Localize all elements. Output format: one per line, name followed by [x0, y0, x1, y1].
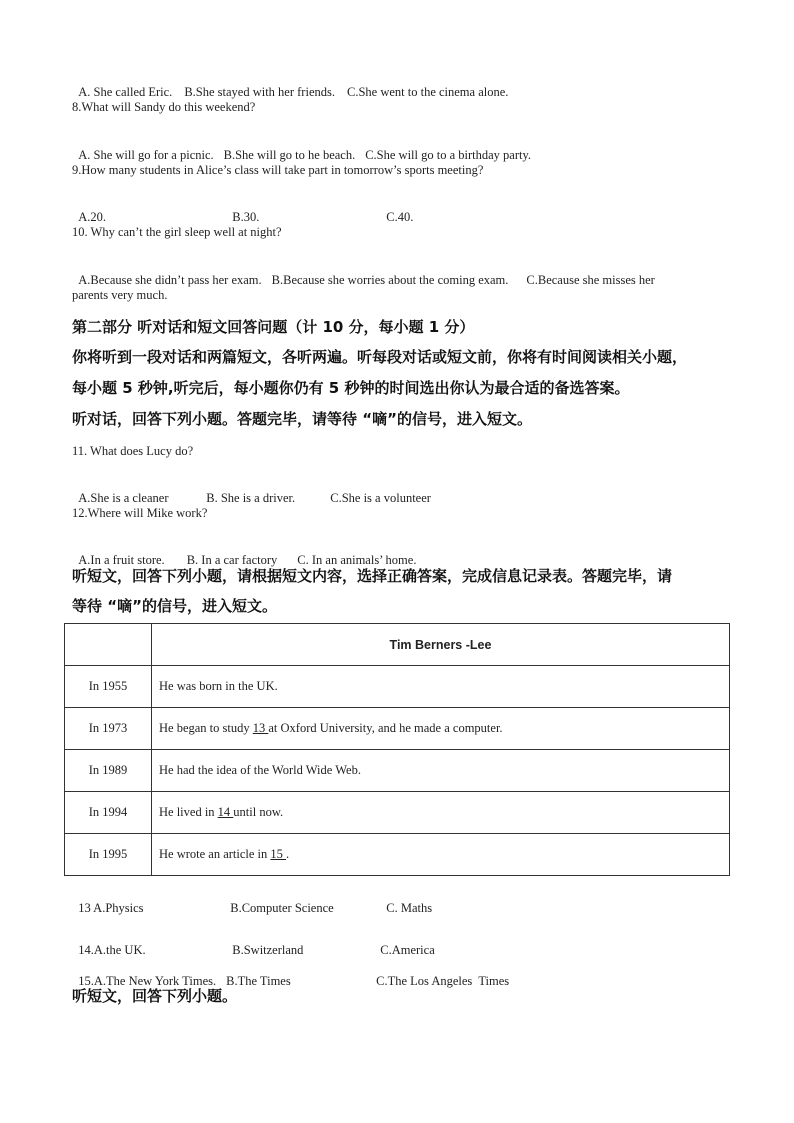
q10-option-b: B.Because she worries about the coming exam. — [271, 273, 509, 287]
q14-options — [72, 926, 435, 958]
q15-option-a: 15.A.The New York Times. — [78, 974, 217, 988]
q10-options — [72, 256, 655, 288]
answer-blank-13: 13 — [252, 721, 269, 735]
description-text-after: until now. — [233, 805, 284, 819]
q9-option-a: A.20. — [78, 210, 107, 224]
q13-option-c: C. Maths — [386, 901, 433, 915]
description-text: He began to study — [159, 721, 253, 735]
q13-option-a: 13 A.Physics — [78, 901, 144, 915]
description-text: He was born in the UK. — [159, 679, 278, 693]
q9-options — [72, 193, 413, 225]
table-description — [152, 792, 730, 834]
q8-option-b: B.She will go to he beach. — [223, 148, 356, 162]
table-year: In 1973 — [65, 708, 152, 750]
passage-instruction-line2: 等待 “嘀”的信号，进入短文。 — [72, 597, 277, 615]
description-text: He wrote an article in — [159, 847, 271, 861]
q13-option-b: B.Computer Science — [230, 901, 334, 915]
q12-option-a: A.In a fruit store. — [78, 553, 165, 567]
description-text-after: . — [286, 847, 290, 861]
q11-options — [72, 474, 431, 506]
q12-options — [72, 536, 416, 568]
table-year: In 1995 — [65, 834, 152, 876]
part2-instruction-line2: 每小题 5 秒钟,听完后，每小题你仍有 5 秒钟的时间选出你认为最合适的备选答案。 — [72, 379, 630, 397]
q12-option-c: C. In an animals’ home. — [297, 553, 417, 567]
table-description — [152, 666, 730, 708]
table-row — [65, 708, 730, 750]
table-row — [65, 666, 730, 708]
q14-option-c: C.America — [380, 943, 435, 957]
q15-option-c: C.The Los Angeles Times — [376, 974, 510, 988]
table-description — [152, 750, 730, 792]
q12-question: 12.Where will Mike work? — [72, 506, 208, 520]
table-header-empty-cell — [65, 624, 152, 666]
table-header-row — [65, 624, 730, 666]
q7-option-a: A. She called Eric. — [78, 85, 173, 99]
q7-option-c: C.She went to the cinema alone. — [346, 85, 509, 99]
q11-option-c: C.She is a volunteer — [330, 491, 431, 505]
table-description — [152, 834, 730, 876]
q8-option-a: A. She will go for a picnic. — [78, 148, 214, 162]
q14-option-b: B.Switzerland — [232, 943, 304, 957]
answer-blank-15: 15 — [270, 847, 287, 861]
dialog-instruction: 听对话，回答下列小题。答题完毕，请等待 “嘀”的信号，进入短文。 — [72, 410, 532, 428]
passage-instruction-line1: 听短文，回答下列小题，请根据短文内容，选择正确答案，完成信息记录表。答题完毕，请 — [72, 567, 673, 585]
info-record-table — [64, 623, 730, 876]
q10-question: 10. Why can’t the girl sleep well at night? — [72, 225, 282, 239]
q11-option-b: B. She is a driver. — [206, 491, 296, 505]
table-header-name: Tim Berners -Lee — [152, 624, 730, 666]
table-row — [65, 834, 730, 876]
q8-option-c: C.She will go to a birthday party. — [365, 148, 532, 162]
q7-option-b: B.She stayed with her friends. — [184, 85, 335, 99]
description-text-after: at Oxford University, and he made a computer. — [268, 721, 503, 735]
part2-heading: 第二部分 听对话和短文回答问题（计 10 分，每小题 1 分） — [72, 318, 475, 336]
table-description — [152, 708, 730, 750]
q12-option-b: B. In a car factory — [186, 553, 278, 567]
q11-option-a: A.She is a cleaner — [78, 491, 169, 505]
q8-options — [72, 131, 531, 163]
table-row — [65, 750, 730, 792]
q15-option-b: B.The Times — [226, 974, 291, 988]
q15-options — [72, 957, 509, 989]
q11-question: 11. What does Lucy do? — [72, 444, 194, 458]
q14-option-a: 14.A.the UK. — [78, 943, 146, 957]
description-text: He lived in — [159, 805, 218, 819]
q10-option-c: C.Because she misses her — [526, 273, 655, 287]
description-text: He had the idea of the World Wide Web. — [159, 763, 361, 777]
q13-options — [72, 884, 432, 916]
final-instruction: 听短文，回答下列小题。 — [72, 987, 238, 1005]
part2-instruction-line1: 你将听到一段对话和两篇短文，各听两遍。听每段对话或短文前，你将有时间阅读相关小题， — [72, 348, 688, 366]
table-year: In 1955 — [65, 666, 152, 708]
q10-continuation: parents very much. — [72, 288, 168, 302]
q8-question: 8.What will Sandy do this weekend? — [72, 100, 256, 114]
table-row — [65, 792, 730, 834]
q9-question: 9.How many students in Alice’s class will take part in tomorrow’s sports meeting? — [72, 163, 484, 177]
q7-options — [72, 68, 508, 100]
answer-blank-14: 14 — [217, 805, 234, 819]
q9-option-b: B.30. — [232, 210, 260, 224]
table-year: In 1994 — [65, 792, 152, 834]
q10-option-a: A.Because she didn’t pass her exam. — [78, 273, 262, 287]
q9-option-c: C.40. — [386, 210, 414, 224]
table-year: In 1989 — [65, 750, 152, 792]
